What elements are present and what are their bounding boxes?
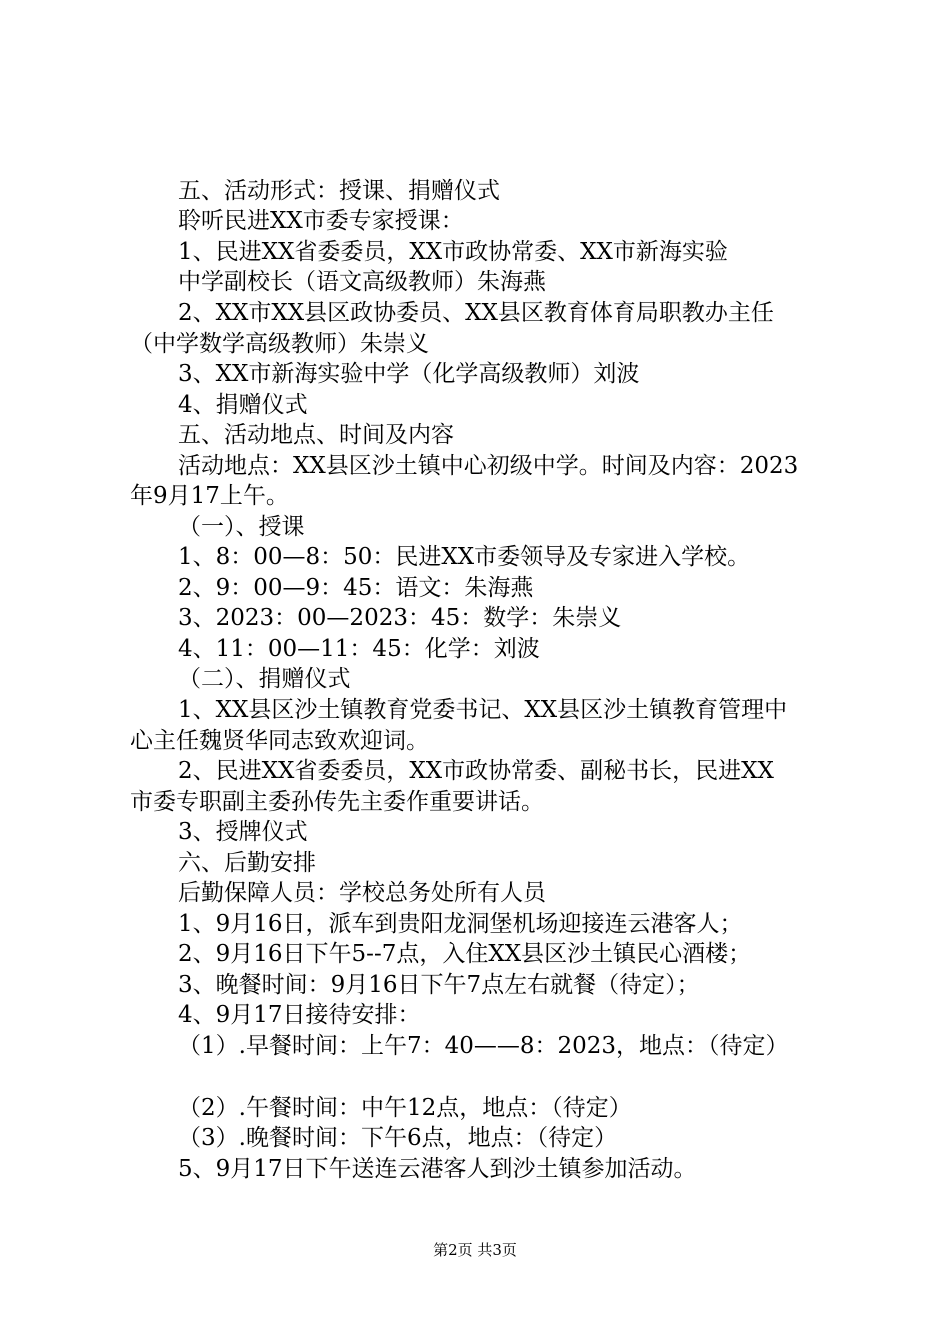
paragraph-line: 1、XX县区沙土镇教育党委书记、XX县区沙土镇教育管理中 [178,697,788,723]
paragraph-line: 后勤保障人员：学校总务处所有人员 [178,880,546,906]
paragraph-line: 4、捐赠仪式 [178,392,308,418]
paragraph-line: 活动地点：XX县区沙土镇中心初级中学。时间及内容：2023 [178,453,799,479]
subsection-heading-donation: （二）、捐赠仪式 [178,666,351,692]
paragraph-line: 3、2023：00—2023：45：数学：朱崇义 [178,605,622,631]
paragraph-line: 3、授牌仪式 [178,819,308,845]
paragraph-line: 2、9：00—9：45：语文：朱海燕 [178,575,534,601]
paragraph-line: 1、民进XX省委委员，XX市政协常委、XX市新海实验 [178,239,728,265]
paragraph-line: （1）.早餐时间：上午7：40——8：2023，地点：（待定） [178,1033,789,1059]
paragraph-line: 2、9月16日下午5--7点，入住XX县区沙土镇民心酒楼； [178,941,752,967]
subsection-heading-lectures: （一）、授课 [178,514,305,540]
section-heading-logistics: 六、后勤安排 [178,850,316,876]
section-heading-activity-form: 五、活动形式：授课、捐赠仪式 [178,178,500,204]
paragraph-line: 4、9月17日接待安排： [178,1002,421,1028]
paragraph-line: （3）.晚餐时间：下午6点，地点：（待定） [178,1125,618,1151]
section-heading-location-time: 五、活动地点、时间及内容 [178,422,454,448]
paragraph-line: 1、8：00—8：50：民进XX市委领导及专家进入学校。 [178,544,751,570]
paragraph-line: 3、晚餐时间：9月16日下午7点左右就餐（待定）； [178,972,700,998]
paragraph-line: 市委专职副主委孙传先主委作重要讲话。 [130,789,544,815]
paragraph-line: 聆听民进XX市委专家授课： [178,208,464,234]
paragraph-line: 4、11：00—11：45：化学：刘波 [178,636,540,662]
page-number-footer: 第2页 共3页 [433,1241,517,1259]
paragraph-line: 心主任魏贤华同志致欢迎词。 [130,728,429,754]
paragraph-line: 中学副校长（语文高级教师）朱海燕 [178,269,546,295]
paragraph-line: 3、XX市新海实验中学（化学高级教师）刘波 [178,361,640,387]
paragraph-line: （中学数学高级教师）朱崇义 [130,331,429,357]
paragraph-line: 1、9月16日，派车到贵阳龙洞堡机场迎接连云港客人； [178,911,743,937]
paragraph-line: （2）.午餐时间：中午12点，地点：（待定） [178,1095,632,1121]
paragraph-line: 5、9月17日下午送连云港客人到沙土镇参加活动。 [178,1156,697,1182]
paragraph-line: 2、民进XX省委委员，XX市政协常委、副秘书长，民进XX [178,758,774,784]
paragraph-line: 2、XX市XX县区政协委员、XX县区教育体育局职教办主任 [178,300,774,326]
paragraph-line: 年9月17上午。 [130,483,289,509]
